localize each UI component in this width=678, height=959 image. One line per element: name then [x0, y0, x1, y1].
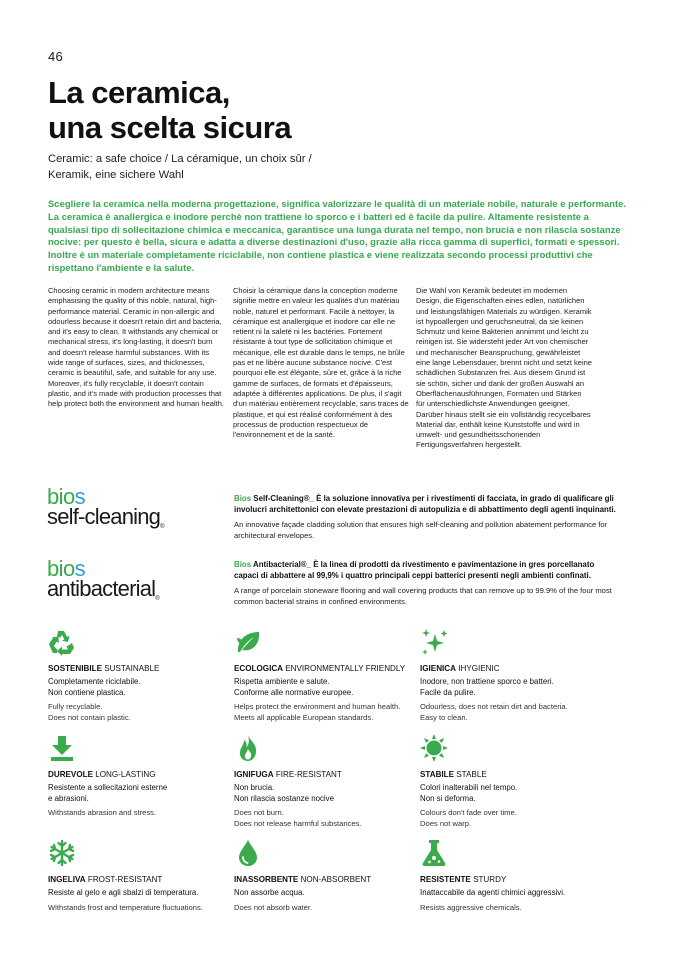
- feature-fire-resistant: [234, 734, 424, 829]
- antibacterial-wordmark: antibacterial®: [47, 576, 160, 602]
- sun-icon: [420, 734, 448, 762]
- product-description-it: Bios Antibacterial®_ È la linea di prodotti da rivestimento e pavimentazione in gres porcellanato capaci di abbattere al 99,9% i quattro principali ceppi batterici presenti negli ambienti confinati.: [234, 560, 595, 580]
- french-paragraph: Choisir la céramique dans la conception moderne signifie mettre en valeur les qualités d'un matériau noble, naturel et performant. Facile à nettoyer, la céramique est anallergique et inodore car elle ne retient ni la saleté ni les bactéries. Fortement résistante à tout type de sollicitation chimique et mécanique, elle est durable dans le temps, ne brûle pas et ne libère aucune substance nocive. C'est pourquoi elle est élégante, sûre et, grâce à la riche gamme de surfaces, de formats et d'épaisseurs, adaptée à différentes applications. De plus, il s'agit d'un matériau entièrement recyclable, sans traces de plastique, et qui est réalisé conformément à des processus de production respectueux de l'environnement et de la santé.: [233, 286, 409, 440]
- product-description-it: Bios Self-Cleaning®_ È la soluzione innovativa per i rivestimenti di facciata, in grado di qualificare gli involucri architettonici con elevate prestazioni di autopulizia e di abbattimento degli agenti inquinanti.: [234, 494, 616, 514]
- feature-stable: [420, 734, 610, 829]
- feature-description-it: Inattaccabile da agenti chimici aggressivi.: [420, 888, 566, 897]
- feature-title: DUREVOLE: [48, 770, 93, 779]
- feature-title-en: STURDY: [470, 875, 507, 884]
- subtitle: [48, 152, 378, 183]
- recycle-icon: [48, 628, 76, 656]
- subtitle-line-1: Ceramic: a safe choice / La céramique, un choix sûr /: [48, 153, 312, 165]
- page-title-line-2: una scelta sicura: [48, 110, 292, 145]
- product-antibacterial: [234, 560, 616, 607]
- feature-title-en: IHYGIENIC: [455, 664, 500, 673]
- feature-title: SOSTENIBILE: [48, 664, 102, 673]
- feature-description-en: Odourless, does not retain dirt and bacteria. Easy to clean.: [420, 702, 568, 722]
- self-cleaning-wordmark: self-cleaning®: [47, 504, 165, 530]
- feature-description-it: Colori inalterabili nel tempo. Non si deforma.: [420, 783, 518, 803]
- feature-non-absorbent: [234, 839, 424, 913]
- feature-title-en: NON-ABSORBENT: [298, 875, 372, 884]
- german-paragraph: Die Wahl von Keramik bedeutet im modernen Design, die Eigenschaften eines edlen, natürlichen und leistungsfähigen Materials zu würdigen. Keramik ist hypoallergen und geruchsneutral, da sie keinen Schmutz und keine Bakterien annimmt und leicht zu reinigen ist. Sie widersteht jeder Art von chemischer und mechanischer Beanspruchung, gewährleistet eine lange Lebensdauer, brennt nicht und setzt keine schädlichen Substanzen frei. Aus diesem Grund ist sie schön, sicher und dank der großen Auswahl an Oberflächenausführungen, Formaten und Stärken für unterschiedlichste Anwendungen geeignet. Darüber hinaus stellt sie ein vollständig recycelbares Material dar, enthält keine Kunststoffe und wird in umwelt- und gesundheitsschonenden Fertigungsverfahren hergestellt.: [416, 286, 592, 450]
- arrow-down-icon: [48, 734, 76, 762]
- feature-description-en: Resists aggressive chemicals.: [420, 902, 522, 912]
- german-column: [416, 286, 592, 451]
- feature-description-it: Inodore, non trattiene sporco e batteri. Facile da pulire.: [420, 677, 554, 697]
- feature-long-lasting: [48, 734, 238, 819]
- feature-description-it: Rispetta ambiente e salute. Conforme alle normative europee.: [234, 677, 354, 697]
- page-number: 46: [48, 49, 64, 64]
- feature-title-en: FIRE-RESISTANT: [273, 770, 342, 779]
- leaf-icon: [234, 628, 262, 656]
- snowflake-icon: [48, 839, 76, 867]
- feature-description-en: Withstands abrasion and stress.: [48, 808, 157, 818]
- feature-title-en: SUSTAINABLE: [101, 664, 160, 673]
- bios-self-cleaning-logo: [47, 484, 165, 530]
- subtitle-line-2: Keramik, eine sichere Wahl: [48, 168, 184, 181]
- feature-title-en: FROST-RESISTANT: [85, 875, 163, 884]
- page-title-line-1: La ceramica,: [48, 75, 230, 110]
- feature-description-it: Resiste al gelo e agli sbalzi di temperatura.: [48, 888, 199, 897]
- feature-hygienic: [420, 628, 610, 723]
- feature-title: RESISTENTE: [420, 875, 471, 884]
- feature-title: INASSORBENTE: [234, 875, 299, 884]
- page-title: [48, 75, 448, 145]
- feature-description-en: Withstands frost and temperature fluctuations.: [48, 902, 203, 912]
- feature-title-en: ENVIRONMENTALLY FRIENDLY: [283, 664, 406, 673]
- intro-paragraph: Scegliere la ceramica nella moderna progettazione, significa valorizzare le qualità di un materiale nobile, naturale e performante. La ceramica è anallergica e inodore perchè non trattiene lo sporco e i batteri ed è facile da pulire. Altamente resistente a qualsiasi tipo di sollecitazione chimica e meccanica, garantisce una lunga durata nel tempo, non brucia e non rilascia sostanze nocive: per questo è bella, sicura e adatta a diverse destinazioni d'uso, grazie alla ricca gamma di superfici, formati e spessori. Inoltre è un materiale completamente riciclabile, non contiene plastica e viene realizzata secondo processi produttivi che rispettano l'ambiente e la salute.: [48, 198, 627, 273]
- feature-description-en: Does not burn. Does not release harmful substances.: [234, 808, 362, 828]
- product-description-en: An innovative façade cladding solution that ensures high self-cleaning and pollution abatement performance for architectural envelopes.: [234, 520, 608, 540]
- bios-wordmark: bios: [47, 484, 85, 509]
- feature-sustainable: [48, 628, 238, 723]
- french-column: [233, 286, 409, 440]
- feature-title-en: LONG-LASTING: [92, 770, 156, 779]
- feature-description-it: Resistente a sollecitazioni esterne e abrasioni.: [48, 783, 168, 803]
- drop-icon: [234, 839, 262, 867]
- feature-description-it: Completamente riciclabile. Non contiene plastica.: [48, 677, 141, 697]
- feature-description-it: Non assorbe acqua.: [234, 888, 305, 897]
- feature-description-en: Colours don't fade over time. Does not warp.: [420, 808, 517, 828]
- feature-description-it: Non brucia. Non rilascia sostanze nocive: [234, 783, 334, 803]
- english-paragraph-1: Choosing ceramic in modern architecture means emphasising the quality of this noble, natural, high-performance material. Ceramic in non-allergic and odourless because it doesn't retain dirt and bacteria, and it's easy to clean. It withstands any chemical or mechanical stress, it's long-lasting, it doesn't burn and doesn't release harmful substances. With its wide range of surfaces, sizes, and thicknesses, ceramic is beautiful, safe, and suitable for any use.: [48, 286, 222, 378]
- flame-icon: [234, 734, 262, 762]
- feature-title: ECOLOGICA: [234, 664, 284, 673]
- product-description-en: A range of porcelain stoneware flooring and wall covering products that can remove up to 99.9% of the four most common bacterial strains in confined environments.: [234, 586, 612, 606]
- sparkle-icon: [420, 628, 448, 656]
- feature-title-en: STABLE: [454, 770, 487, 779]
- feature-eco-friendly: [234, 628, 424, 723]
- feature-title: INGELIVA: [48, 875, 86, 884]
- english-column: [48, 286, 226, 410]
- feature-description-en: Does not absorb water.: [234, 902, 313, 912]
- product-self-cleaning: [234, 494, 616, 541]
- bios-antibacterial-logo: [47, 556, 160, 602]
- flask-icon: [420, 839, 448, 867]
- feature-frost-resistant: [48, 839, 238, 913]
- feature-description-en: Helps protect the environment and human health. Meets all applicable European standards.: [234, 702, 401, 722]
- feature-sturdy: [420, 839, 610, 913]
- feature-description-en: Fully recyclable. Does not contain plastic.: [48, 702, 131, 722]
- english-paragraph-2: Moreover, it's fully recyclable, it doesn't contain plastic, and it's made with production processes that help protect both the environment and human health.: [48, 378, 224, 409]
- feature-title: IGNIFUGA: [234, 770, 274, 779]
- feature-title: STABILE: [420, 770, 455, 779]
- bios-wordmark: bios: [47, 556, 85, 581]
- feature-title: IGIENICA: [420, 664, 456, 673]
